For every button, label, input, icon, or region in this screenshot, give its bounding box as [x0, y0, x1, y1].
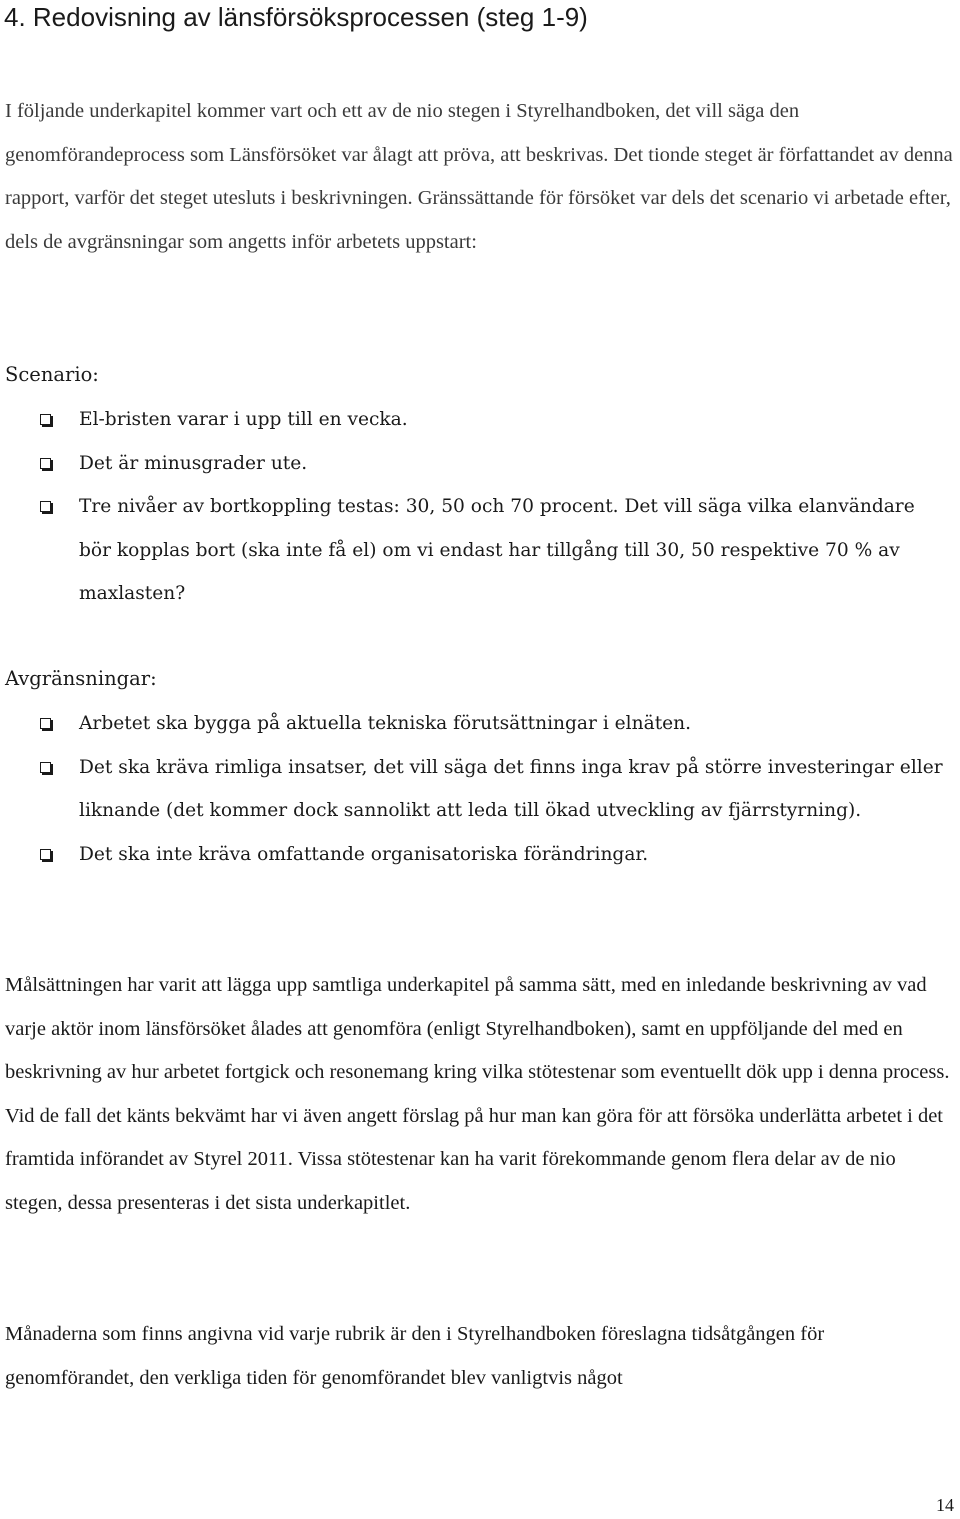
- checkbox-bullet-icon: [40, 501, 51, 512]
- scenario-list: [40, 398, 950, 616]
- list-item: [40, 833, 950, 877]
- checkbox-bullet-icon: [40, 414, 51, 425]
- list-item: [40, 485, 950, 616]
- list-item-text: El-bristen varar i upp till en vecka.: [79, 409, 408, 430]
- section-heading: 4. Redovisning av länsförsöksprocessen (steg 1-9): [4, 2, 588, 32]
- intro-paragraph: I följande underkapitel kommer vart och ett av de nio stegen i Styrelhandboken, det vill säga den genomförandeprocess som Länsförsöket var ålagt att pröva, att beskrivas. Det tionde steget är författandet av denna rapport, varför det steget utesluts i beskrivningen. Gränssättande för försöket var dels det scenario vi arbetade efter, dels de avgränsningar som angetts inför arbetets uppstart:: [5, 100, 953, 253]
- list-item-text: Tre nivåer av bortkoppling testas: 30, 50 och 70 procent. Det vill säga vilka elanvändare bör kopplas bort (ska inte få el) om vi endast har tillgång till 30, 50 respektive 70 % av maxlasten?: [79, 496, 915, 605]
- page-number: 14: [936, 1495, 954, 1515]
- months-paragraph: Månaderna som finns angivna vid varje rubrik är den i Styrelhandboken föreslagna tidsåtgången för genomförandet, den verkliga tiden för genomförandet blev vanligtvis något: [5, 1323, 825, 1389]
- limits-label: Avgränsningar:: [5, 667, 157, 690]
- checkbox-bullet-icon: [40, 718, 51, 729]
- list-item-text: Det ska inte kräva omfattande organisatoriska förändringar.: [79, 843, 649, 865]
- list-item: [40, 702, 950, 746]
- scenario-label: Scenario:: [5, 363, 99, 386]
- goal-paragraph: Målsättningen har varit att lägga upp samtliga underkapitel på samma sätt, med en inledande beskrivning av vad varje aktör inom länsförsöket ålades att genomföra (enligt Styrelhandboken), samt en uppföljande del med en beskrivning av hur arbetet fortgick och resonemang kring vilka stötestenar som eventuellt dök upp i denna process. Vid de fall det känts bekvämt har vi även angett förslag på hur man kan göra för att försöka underlätta arbetet i det framtida införandet av Styrel 2011. Vissa stötestenar kan ha varit förekommande genom flera delar av de nio stegen, dessa presenteras i det sista underkapitlet.: [5, 974, 950, 1214]
- list-item: [40, 398, 950, 442]
- checkbox-bullet-icon: [40, 849, 51, 860]
- limits-list: [40, 702, 950, 876]
- list-item-text: Arbetet ska bygga på aktuella tekniska förutsättningar i elnäten.: [79, 713, 692, 734]
- list-item: [40, 442, 950, 486]
- list-item-text: Det ska kräva rimliga insatser, det vill säga det finns inga krav på större investeringar eller liknande (det kommer dock sannolikt att leda till ökad utveckling av fjärrstyrning).: [79, 756, 943, 822]
- checkbox-bullet-icon: [40, 458, 51, 469]
- list-item-text: Det är minusgrader ute.: [79, 452, 308, 474]
- checkbox-bullet-icon: [40, 762, 51, 773]
- list-item: [40, 746, 950, 833]
